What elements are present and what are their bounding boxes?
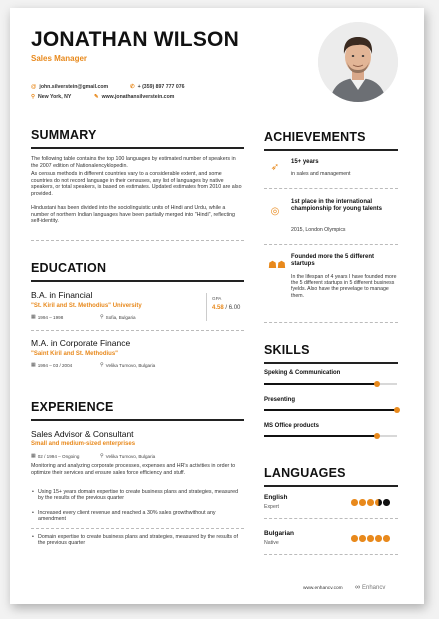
language-level-dot xyxy=(359,535,366,542)
achievement-title-3: Founded more the 5 different startups xyxy=(291,254,375,267)
phone-text: + (359) 897 777 076 xyxy=(137,84,185,90)
summary-title: SUMMARY xyxy=(31,128,97,142)
achievement-desc-1: in sales and management xyxy=(291,171,351,177)
education-degree-1: B.A. in Financial xyxy=(31,290,93,300)
education-place-2 xyxy=(100,362,155,368)
skill-track-3 xyxy=(264,435,397,437)
gpa-value xyxy=(212,305,240,311)
skills-title: SKILLS xyxy=(264,343,310,357)
location-pin-icon: ⚲ xyxy=(100,453,104,459)
job-place-text: Velika Turnovo, Bulgaria xyxy=(105,453,156,459)
language-level-dot xyxy=(351,535,358,542)
languages-divider xyxy=(264,485,398,487)
education-divider xyxy=(31,280,244,282)
education-dates-1-text: 1994 – 1998 xyxy=(37,314,64,320)
education-dates-2-text: 1994 – 03 / 2004 xyxy=(37,362,73,368)
language-end-divider xyxy=(264,554,398,555)
footer-brand-text: Enhancv xyxy=(362,584,386,591)
skill-fill-3 xyxy=(264,435,377,437)
summary-paragraph-1: The following table contains the top 100 languages by estimated number of speakers in the 2007 edition of Nationalencyklopedin. xyxy=(31,156,236,169)
skill-fill-1 xyxy=(264,383,377,385)
job-dates-text: 02 / 1994 – Ongoing xyxy=(37,453,80,459)
language-level-2: Native xyxy=(264,540,279,546)
education-place-1 xyxy=(100,314,136,320)
language-level-dot xyxy=(375,535,382,542)
skill-knob-3 xyxy=(374,433,380,439)
language-name-2: Bulgarian xyxy=(264,530,294,537)
achievement-title-2: 1st place in the international championship for young talents xyxy=(291,199,383,212)
education-degree-2: M.A. in Corporate Finance xyxy=(31,338,131,348)
gpa-label: GPA xyxy=(212,296,222,301)
contact-email[interactable] xyxy=(31,84,108,90)
job-dates xyxy=(31,453,79,459)
achievement-title-1: 15+ years xyxy=(291,159,319,165)
phone-icon: ✆ xyxy=(130,84,135,90)
job-title: Sales Advisor & Consultant xyxy=(31,429,134,439)
team-icon: ☗☗ xyxy=(268,260,286,271)
avatar xyxy=(318,22,398,102)
email-text: john.silverstein@gmail.com xyxy=(39,84,109,90)
job-bullet-3: • Domain expertise to create business plans and strategies, measured by the results of the previous quarter xyxy=(32,534,242,547)
job-bullet-1: • Using 15+ years domain expertise to create business plans and strategies, measured by the results of the previous quarter xyxy=(32,489,242,502)
skill-knob-2 xyxy=(394,407,400,413)
education-title: EDUCATION xyxy=(31,261,107,275)
location-pin-icon: ⚲ xyxy=(31,94,36,100)
education-item-divider xyxy=(31,330,244,331)
experience-title: EXPERIENCE xyxy=(31,400,114,414)
language-name-1: English xyxy=(264,494,288,501)
experience-divider xyxy=(31,419,244,421)
contact-website[interactable] xyxy=(94,94,174,100)
skill-fill-2 xyxy=(264,409,397,411)
language-dots-2 xyxy=(351,535,391,542)
summary-divider xyxy=(31,147,244,149)
language-level-dot xyxy=(367,499,374,506)
candidate-name: JONATHAN WILSON xyxy=(31,28,239,51)
achievement-desc-2: 2015, London Olympics xyxy=(291,227,346,233)
languages-title: LANGUAGES xyxy=(264,466,346,480)
calendar-icon: ▦ xyxy=(31,362,36,368)
language-dots-1 xyxy=(351,499,391,506)
language-level-dot xyxy=(359,499,366,506)
gpa-max: / 6.00 xyxy=(225,305,241,311)
footer-brand[interactable] xyxy=(355,584,385,591)
job-bullet-2: • Increased every client revenue and reached a 30% sales growthwithout any amendment xyxy=(32,510,242,523)
language-level-1: Expert xyxy=(264,504,279,510)
resume-page xyxy=(10,8,424,604)
job-description: Monitoring and analyzing corporate processes, expenses and HR's activities in order to optimize their services and ensure sales force efficiency and stuff. xyxy=(31,463,236,476)
skill-name-1: Speking & Communication xyxy=(264,370,341,376)
contact-phone[interactable] xyxy=(130,84,184,90)
job-bullet-divider xyxy=(31,528,244,529)
education-school-2: "Saint Kiril and St. Methodius" xyxy=(31,351,119,357)
education-dates-2 xyxy=(31,362,72,368)
skill-knob-1 xyxy=(374,381,380,387)
job-place xyxy=(100,453,155,459)
gpa-separator xyxy=(206,293,207,321)
location-text: New York, NY xyxy=(38,94,72,100)
calendar-icon: ▦ xyxy=(31,314,36,320)
skill-track-2 xyxy=(264,409,397,411)
footer-site[interactable]: www.enhancv.com xyxy=(303,586,343,591)
job-company: Small and medium-sized enterprises xyxy=(31,441,136,447)
medal-icon: ◎ xyxy=(270,206,280,217)
location-pin-icon: ⚲ xyxy=(100,362,104,368)
location-pin-icon: ⚲ xyxy=(100,314,104,320)
gpa-score: 4.58 xyxy=(212,305,224,311)
language-level-dot xyxy=(351,499,358,506)
achievements-title: ACHIEVEMENTS xyxy=(264,130,366,144)
skill-name-2: Presenting xyxy=(264,397,296,403)
language-level-dot xyxy=(383,499,390,506)
education-place-1-text: Sofia, Bulgaria xyxy=(105,314,136,320)
enhancv-logo-icon: ∞ xyxy=(355,584,360,591)
language-level-dot xyxy=(367,535,374,542)
education-place-2-text: Velika Turnovo, Bulgaria xyxy=(105,362,156,368)
language-level-dot xyxy=(375,499,382,506)
achievement-divider-3 xyxy=(264,322,398,323)
language-level-dot xyxy=(383,535,390,542)
candidate-role: Sales Manager xyxy=(31,54,88,63)
summary-paragraph-3: Hindustani has been divided into the sociolinguistic units of Hindi and Urdu, while a number of northern Indian languages have been partially merged into "Hindi", reflecting self-identity. xyxy=(31,205,235,224)
achievement-divider-2 xyxy=(264,244,398,245)
at-icon: @ xyxy=(31,84,37,90)
rocket-icon: ➶ xyxy=(270,162,280,173)
education-school-1: "St. Kiril and St. Methodius" University xyxy=(31,303,142,309)
skill-track-1 xyxy=(264,383,397,385)
skills-divider xyxy=(264,362,398,364)
website-text: www.jonathansilverstein.com xyxy=(101,94,175,100)
education-dates-1 xyxy=(31,314,63,320)
language-divider xyxy=(264,518,398,519)
summary-end-divider xyxy=(31,240,244,241)
achievements-divider xyxy=(264,149,398,151)
skill-name-3: MS Office products xyxy=(264,423,320,429)
achievement-desc-3: In the lifespan of 4 years I have founded more the 5 different startups in 5 different business fyelds. Also have the prevelage to manage them. xyxy=(291,274,397,299)
contact-location xyxy=(31,94,71,100)
link-icon: ✎ xyxy=(94,94,99,100)
summary-paragraph-2: As census methods in different countries vary to a considerable extent, and some countries do not record language in their censuses, any list of languages by native speakers, or total speakers, is based on estimates. Updated estimates from 2010 are also provided. xyxy=(31,171,242,197)
achievement-divider-1 xyxy=(264,188,398,189)
calendar-icon: ▦ xyxy=(31,453,36,459)
